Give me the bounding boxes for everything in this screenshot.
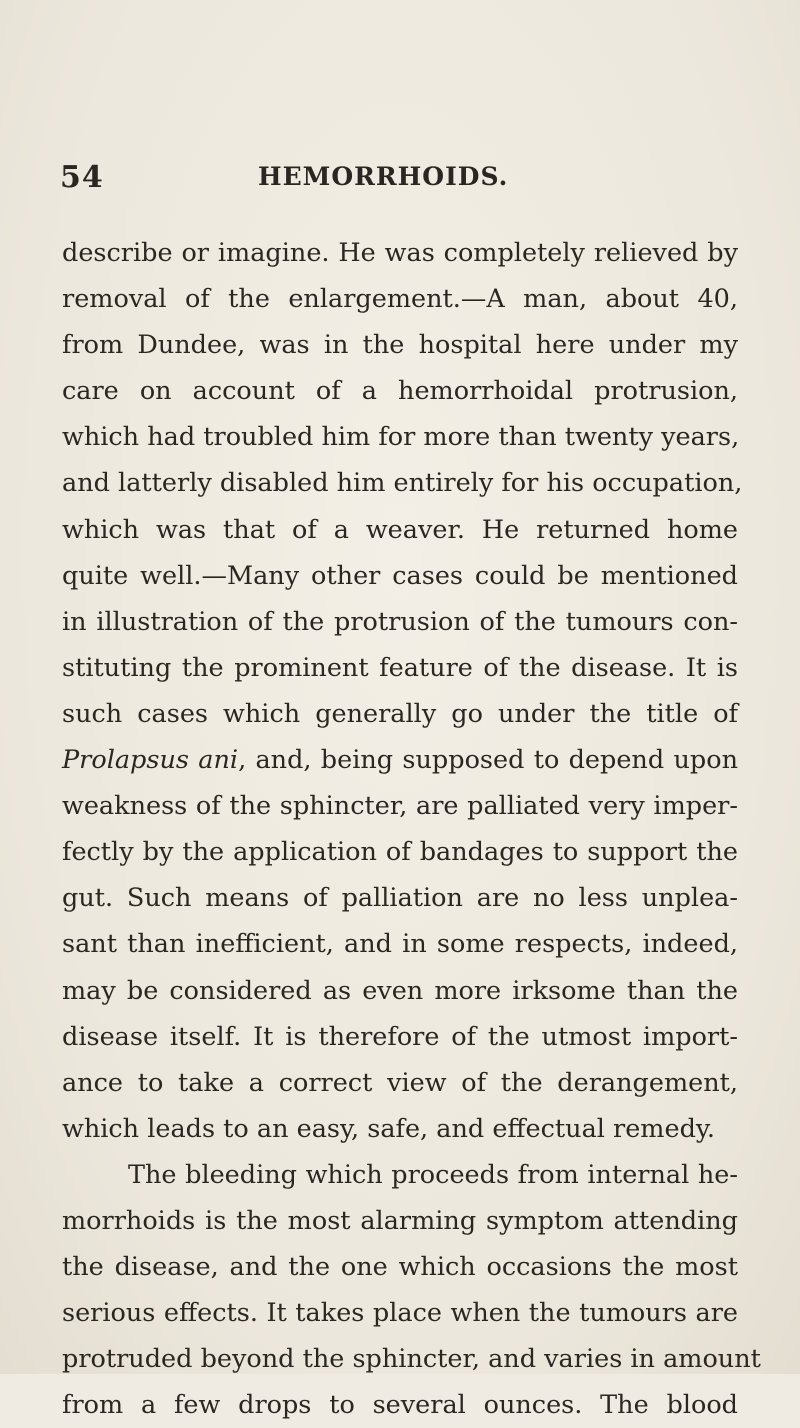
text-line: ance to take a correct view of the derangement, [62,1067,738,1098]
text-line: care on account of a hemorrhoidal protrusion, [62,376,738,407]
text-line: such cases which generally go under the title of [62,698,738,729]
text-line: protruded beyond the sphincter, and varies in amount [62,1344,761,1375]
text-line: describe or imagine. He was completely relieved by [62,238,738,268]
text-line: gut. Such means of palliation are no less unplea- [62,883,738,914]
text-line-italic-lead: Prolapsus ani, and, being supposed to depend upon [62,745,738,776]
italic-phrase: Prolapsus ani [62,745,239,776]
page-number: 54 [60,160,104,195]
text-line: which was that of a weaver. He returned home [62,514,738,545]
text-line: from a few drops to several ounces. The blood [62,1390,738,1421]
text-line: and latterly disabled him entirely for his occupation, [62,468,743,499]
text-line: disease itself. It is therefore of the utmost import- [62,1021,738,1052]
text-line-paragraph-end: which leads to an easy, safe, and effectual remedy. [62,1113,716,1144]
text-line: removal of the enlargement.—A man, about 40, [62,284,738,315]
text-line: in illustration of the protrusion of the tumours con- [62,606,738,637]
text-line: stituting the prominent feature of the disease. It is [62,652,738,683]
text-line: morrhoids is the most alarming symptom attending [62,1205,738,1236]
page-header [0,160,800,200]
text-line: the disease, and the one which occasions the most [62,1252,738,1283]
body-text [62,230,761,1428]
text-line: serious effects. It takes place when the tumours are [62,1298,738,1329]
text-line-paragraph-start: The bleeding which proceeds from internal he- [128,1159,738,1190]
text-line: from Dundee, was in the hospital here under my [62,330,738,361]
text-line: weakness of the sphincter, are palliated very imper- [62,791,738,822]
text-line: may be considered as even more irksome than the [62,975,738,1006]
text-line: fectly by the application of bandages to support the [62,837,738,868]
running-head: HEMORRHOIDS. [258,162,509,191]
text-line: sant than inefficient, and in some respects, indeed, [62,929,738,960]
text-line: quite well.—Many other cases could be mentioned [62,560,738,591]
text-line: which had troubled him for more than twenty years, [62,422,740,453]
